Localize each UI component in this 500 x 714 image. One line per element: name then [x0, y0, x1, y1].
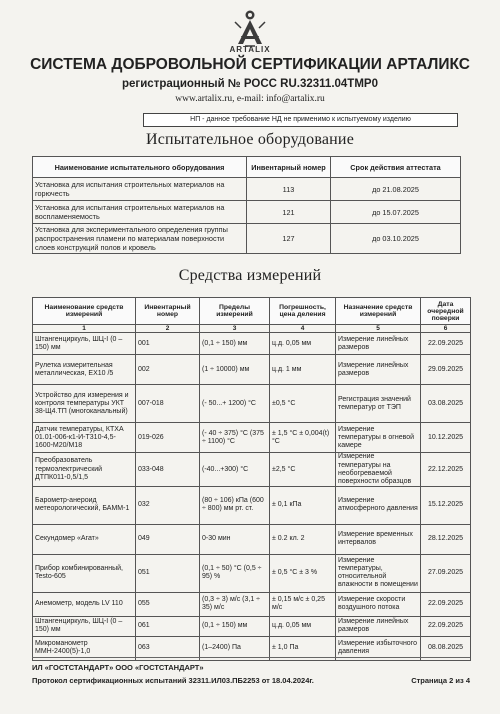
instrument-error: ц.д. 0,05 мм [270, 616, 336, 636]
table-row [33, 201, 461, 224]
instrument-date: 03.08.2025 [421, 385, 471, 423]
instruments-heading: Средства измерений [178, 267, 322, 284]
instrument-range: (80 ÷ 106) кПа (600 ÷ 800) мм рт. ст. [200, 486, 270, 524]
instrument-purpose: Измерение скорости воздушного потока [336, 592, 421, 616]
equipment-term: до 21.08.2025 [331, 178, 461, 201]
instrument-name: Преобразователь термоэлектрический ДТПК011-0,5/1,5 [33, 453, 136, 486]
brand-name: ARTALIX [229, 45, 271, 54]
column-number: 4 [270, 325, 336, 333]
page-number: Страница 2 из 4 [411, 676, 470, 685]
table-row [33, 592, 471, 616]
instrument-date: 27.09.2025 [421, 554, 471, 592]
equipment-term: до 15.07.2025 [331, 201, 461, 224]
column-number: 5 [336, 325, 421, 333]
column-number: 6 [421, 325, 471, 333]
instrument-range: (0,3 ÷ 3) м/с (3,1 ÷ 35) м/с [200, 592, 270, 616]
instrument-error: ± 0.2 кл. 2 [270, 524, 336, 554]
instruments-col-name: Наименование средств измерений [33, 298, 136, 325]
instrument-error: ± 0,15 м/с ± 0,25 м/с [270, 592, 336, 616]
column-number: 2 [136, 325, 200, 333]
instrument-date: 22.12.2025 [421, 453, 471, 486]
instrument-name: Датчик температуры, КТХА 01.01-006-к1-И-Т310-4,5-1600-М20/М18 [33, 423, 136, 453]
instrument-inv: 032 [136, 486, 200, 524]
instrument-range: (-40...+300) °С [200, 453, 270, 486]
equipment-inv: 127 [247, 224, 331, 254]
table-row [33, 423, 471, 453]
instrument-inv: 019-026 [136, 423, 200, 453]
instruments-header-row [33, 298, 471, 325]
instrument-range: (- 40 ÷ 375) °С (375 ÷ 1100) °С [200, 423, 270, 453]
equipment-table [32, 156, 461, 254]
equipment-name: Установка для испытания строительных материалов на горючесть [33, 178, 247, 201]
instrument-error: ц.д. 1 мм [270, 355, 336, 385]
instrument-range: (1–2400) Па [200, 636, 270, 660]
equipment-name: Установка для экспериментального определения группы распространения пламени по материалам поверхности слоев конструкций полов и кровель [33, 224, 247, 254]
instrument-date: 22.09.2025 [421, 592, 471, 616]
column-numbers-row [33, 325, 471, 333]
table-row [33, 524, 471, 554]
footer-protocol: Протокол сертификационных испытаний 32311.ИЛ03.ПБ2253 от 18.04.2024г. [32, 676, 314, 685]
column-number: 3 [200, 325, 270, 333]
instrument-range: (0,1 ÷ 150) мм [200, 616, 270, 636]
instrument-purpose: Измерение температуры в огневой камере [336, 423, 421, 453]
column-number: 1 [33, 325, 136, 333]
instrument-date: 10.12.2025 [421, 423, 471, 453]
note-box: НП - данное требование НД не применимо к испытуемому изделию [143, 113, 458, 127]
instrument-date: 22.09.2025 [421, 616, 471, 636]
document-title: СИСТЕМА ДОБРОВОЛЬНОЙ СЕРТИФИКАЦИИ АРТАЛИКС [30, 56, 470, 73]
instrument-range: (1 ÷ 10000) мм [200, 355, 270, 385]
instrument-purpose: Измерение линейных размеров [336, 333, 421, 355]
instrument-date: 22.09.2025 [421, 333, 471, 355]
instrument-purpose: Измерение температуры на необогреваемой поверхности образцов [336, 453, 421, 486]
instrument-date: 08.08.2025 [421, 636, 471, 660]
instrument-error: ± 0,5 °С ± 3 % [270, 554, 336, 592]
instrument-name: Штангенциркуль, ШЦ-I (0 – 150) мм [33, 616, 136, 636]
instrument-error: ц.д. 0,05 мм [270, 333, 336, 355]
instrument-name: Анемометр, модель LV 110 [33, 592, 136, 616]
instrument-name: Устройство для измерения и контроля температуры УКТ 38-Щ4.ТП (многоканальный) [33, 385, 136, 423]
instrument-purpose: Измерение температуры, относительной влажности в помещении [336, 554, 421, 592]
instrument-error: ±0,5 °С [270, 385, 336, 423]
instrument-inv: 049 [136, 524, 200, 554]
equipment-term: до 03.10.2025 [331, 224, 461, 254]
instrument-name: Секундомер «Агат» [33, 524, 136, 554]
artalix-logo-icon [232, 8, 268, 48]
table-row [33, 486, 471, 524]
instrument-range: 0-30 мин [200, 524, 270, 554]
equipment-inv: 113 [247, 178, 331, 201]
instrument-error: ±2,5 °С [270, 453, 336, 486]
table-row [33, 333, 471, 355]
equipment-col-inv: Инвентарный номер [247, 157, 331, 178]
instrument-name: Барометр-анероид метеорологический, БАММ-1 [33, 486, 136, 524]
table-row [33, 453, 471, 486]
table-row [33, 178, 461, 201]
instrument-name: Рулетка измерительная металлическая, ЕХ10 /5 [33, 355, 136, 385]
instrument-error: ± 0,1 кПа [270, 486, 336, 524]
instruments-col-range: Пределы измерений [200, 298, 270, 325]
instrument-inv: 033-048 [136, 453, 200, 486]
footer-organization: ИЛ «ГОСТСТАНДАРТ» ООО «ГОСТСТАНДАРТ» [32, 663, 204, 672]
equipment-name: Установка для испытания строительных материалов на воспламеняемость [33, 201, 247, 224]
equipment-col-name: Наименование испытательного оборудования [33, 157, 247, 178]
equipment-col-term: Срок действия аттестата [331, 157, 461, 178]
table-row [33, 554, 471, 592]
instrument-purpose: Измерение линейных размеров [336, 616, 421, 636]
instrument-range: (- 50...+ 1200) °С [200, 385, 270, 423]
instruments-table [32, 297, 471, 661]
instrument-purpose: Измерение линейных размеров [336, 355, 421, 385]
instrument-name: Микроманометр ММН-2400(5)-1,0 [33, 636, 136, 660]
instruments-col-error: Погрешность, цена деления [270, 298, 336, 325]
instrument-inv: 002 [136, 355, 200, 385]
instrument-range: (0,1 ÷ 50) °С (0,5 ÷ 95) % [200, 554, 270, 592]
instrument-purpose: Измерение атмосферного давления [336, 486, 421, 524]
instrument-inv: 061 [136, 616, 200, 636]
instrument-inv: 001 [136, 333, 200, 355]
instrument-date: 15.12.2025 [421, 486, 471, 524]
instrument-name: Штангенциркуль, ШЦ-I (0 – 150) мм [33, 333, 136, 355]
instruments-col-date: Дата очередной поверки [421, 298, 471, 325]
contacts-line: www.artalix.ru, e-mail: info@artalix.ru [175, 94, 325, 104]
registration-number: регистрационный № РОСС RU.32311.04ТМР0 [122, 78, 378, 90]
instrument-inv: 055 [136, 592, 200, 616]
instrument-error: ± 1,0 Па [270, 636, 336, 660]
instrument-date: 28.12.2025 [421, 524, 471, 554]
instrument-purpose: Регистрация значений температур от ТЭП [336, 385, 421, 423]
instrument-inv: 007-018 [136, 385, 200, 423]
instrument-range: (0,1 ÷ 150) мм [200, 333, 270, 355]
table-row [33, 355, 471, 385]
equipment-heading: Испытательное оборудование [145, 131, 354, 148]
instruments-col-inv: Инвентарный номер [136, 298, 200, 325]
equipment-inv: 121 [247, 201, 331, 224]
table-row [33, 224, 461, 254]
instruments-col-purpose: Назначение средств измерений [336, 298, 421, 325]
table-row [33, 616, 471, 636]
equipment-header-row [33, 157, 461, 178]
instrument-inv: 063 [136, 636, 200, 660]
instrument-error: ± 1,5 °С ± 0,004(t) °С [270, 423, 336, 453]
instrument-inv: 051 [136, 554, 200, 592]
instrument-purpose: Измерение избыточного давления [336, 636, 421, 660]
footer-divider [32, 657, 470, 658]
instrument-purpose: Измерение временных интервалов [336, 524, 421, 554]
instrument-date: 29.09.2025 [421, 355, 471, 385]
table-row [33, 385, 471, 423]
instrument-name: Прибор комбинированный, Testo-605 [33, 554, 136, 592]
